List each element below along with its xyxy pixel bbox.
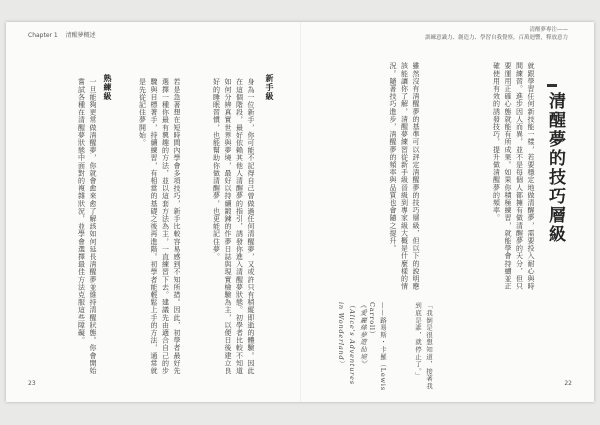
page-number-right: 22 xyxy=(564,380,572,387)
novice-paragraph-1: 身為一位新手，你可能不記得自己曾做過任何清醒夢，又或許只有稍縱即逝的體驗。因此在這個階段，最好依賴其他人清醒夢的指引，誘發你進入清醒夢狀態。初學者比較不知道如何分辨真實世界與夢境，最好以持續鍛鍊的作夢日誌與現實檢驗為主，以便日後建立良好的睡眠習慣，也能幫助你做清醒夢，也更能記住夢。 xyxy=(212,78,255,375)
right-running-header xyxy=(425,26,568,42)
novice-paragraph-2: 若是急著想在短時間內學會多項技巧，新手比較容易感到不知所措。因此，初學者最好先選擇一種你最有興趣的方法，並以這套方法為主，一直練習下去。建議先由適合自己的步驟與目標著手，持續練習，有相當的基礎之後再進階。初學者能輕鬆上手的方法，通常就是先從記住夢開始。 xyxy=(138,78,181,375)
book-title: 清醒夢專注—— xyxy=(529,27,568,33)
book-subtitle: 訓練意識力、創造力、學習自我覺察，百萬迴響，釋放意力 xyxy=(424,35,568,41)
quote-source: 《愛麗絲夢遊仙境》（Alice's Adventures in Wonderland） xyxy=(337,302,367,385)
right-paragraph-2: 雖然沒有清醒夢的基準可以評定清醒夢的技巧層級，但以下的說明應該能讓你了解，清醒夢練習從新手級晉級到專家級大概是什麼樣的情況。隨著技巧進步，清醒夢的頻率與品質也會隨之提升。 xyxy=(389,62,420,290)
section-heading-novice: 新手級 xyxy=(265,74,274,101)
chapter-title: 清醒夢概述 xyxy=(65,32,96,39)
book-spread xyxy=(6,22,594,402)
epigraph-quote xyxy=(394,302,434,392)
chapter-number: Chapter 1 xyxy=(28,32,58,39)
section-heading-proficient: 熟練級 xyxy=(103,74,112,101)
page-gutter xyxy=(300,22,301,402)
proficient-paragraph-1: 一旦能夠更常做清醒夢，你就會愈來愈了解該如何延長清醒夢並維持清醒狀態。你會開始嘗試各種在清醒夢狀態中面對的複雜狀況，並學會選擇最佳方法克服這些障礙。 xyxy=(77,78,97,375)
section-heading: 清醒夢的技巧層級 xyxy=(545,92,565,244)
left-running-header xyxy=(28,30,102,39)
heading-bar xyxy=(547,84,557,87)
page-number-left: 23 xyxy=(28,380,36,387)
right-paragraph-1: 就跟學習任何新技能一樣，若要穩定地做清醒夢，需要投入耐心與時間練習。進步因人而異，並不是每個人都擁有做清醒夢的天分，但只要運用正確心態就能有所成果。如果你積極練習，就能學會持續並正確使用有效的誘發技巧，提升做清醒夢的頻率。 xyxy=(492,62,535,290)
quote-author: ——路易斯・卡羅（Lewis Carroll） xyxy=(368,302,387,391)
quote-text: 「我倒是很想知道，接著我到底是誰，就停止了。」 xyxy=(414,302,433,390)
